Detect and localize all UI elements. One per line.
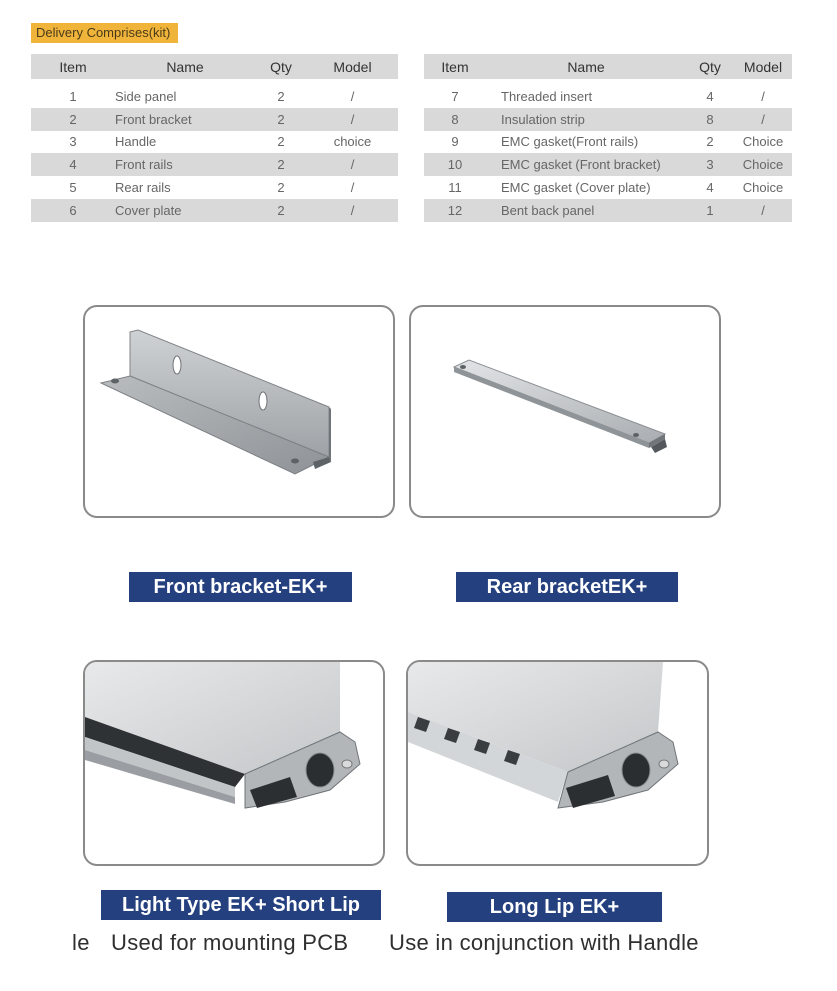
cell-qty: 2 — [255, 153, 307, 176]
cell-model: / — [350, 88, 355, 104]
cell-name: Handle — [115, 134, 157, 150]
cell-qty: 4 — [706, 180, 714, 196]
cell-item: 10 — [424, 153, 486, 176]
table-row — [424, 199, 792, 222]
rear-bracket-photo — [409, 305, 721, 518]
cell-name: Side panel — [115, 88, 177, 104]
cell-item: 5 — [69, 180, 77, 196]
cut-off-caption-fragment: le — [72, 930, 90, 955]
cell-name: EMC gasket(Front rails) — [501, 134, 639, 150]
table-row — [31, 199, 398, 222]
cell-qty: 2 — [706, 134, 714, 150]
cell-item: 9 — [451, 134, 459, 150]
column-header-model: Model — [307, 54, 398, 79]
light-type-label: Light Type EK+ Short Lip — [101, 890, 381, 920]
cell-item: 3 — [69, 134, 77, 150]
table-row — [31, 79, 398, 108]
cell-model: / — [307, 108, 398, 131]
cell-qty: 1 — [686, 199, 734, 222]
table-row — [424, 153, 792, 176]
front-bracket-photo — [83, 305, 395, 518]
column-header-qty: Qty — [255, 54, 307, 79]
long-lip-label: Long Lip EK+ — [447, 892, 662, 922]
cell-qty: 4 — [706, 88, 714, 104]
column-header-item: Item — [424, 54, 486, 79]
cell-item: 11 — [448, 180, 462, 196]
cell-name: EMC gasket (Cover plate) — [501, 180, 651, 196]
cell-model: / — [307, 153, 398, 176]
kit-section-tag: Delivery Comprises(kit) — [31, 23, 178, 43]
kit-table-left — [31, 54, 398, 222]
column-header-name: Name — [486, 54, 686, 79]
table-row — [424, 79, 792, 108]
cell-name: Rear rails — [115, 180, 171, 196]
column-header-item: Item — [31, 54, 115, 79]
kit-table-right — [424, 54, 792, 222]
cell-item: 2 — [31, 108, 115, 131]
light-type-rail-photo — [83, 660, 385, 866]
table-header-row — [31, 54, 398, 79]
front-bracket-label: Front bracket-EK+ — [129, 572, 352, 602]
cell-qty: 2 — [255, 108, 307, 131]
table-header-row — [424, 54, 792, 79]
rear-bracket-label: Rear bracketEK+ — [456, 572, 678, 602]
table-row — [31, 153, 398, 176]
cell-name: Front bracket — [115, 108, 255, 131]
handle-conjunction-caption: Use in conjunction with Handle — [389, 930, 699, 955]
front-bracket-illustration — [85, 307, 393, 516]
cell-model: / — [734, 199, 792, 222]
mounting-pcb-caption: Used for mounting PCB — [111, 930, 349, 955]
cell-qty: 8 — [686, 108, 734, 131]
cell-qty: 2 — [277, 88, 285, 104]
cell-model: Choice — [734, 153, 792, 176]
cell-item: 1 — [69, 88, 77, 104]
cell-model: Choice — [742, 180, 784, 196]
rear-bracket-illustration — [411, 307, 719, 516]
long-lip-rail-photo — [406, 660, 709, 866]
cell-item: 7 — [451, 88, 459, 104]
light-type-rail-illustration — [85, 662, 383, 864]
cell-name: Bent back panel — [486, 199, 686, 222]
table-row — [31, 131, 398, 154]
cell-model: / — [350, 180, 355, 196]
cell-model: choice — [333, 134, 372, 150]
cell-item: 4 — [31, 153, 115, 176]
cell-name: Cover plate — [115, 199, 255, 222]
table-row — [424, 176, 792, 199]
cell-model: / — [734, 108, 792, 131]
table-row — [424, 108, 792, 131]
cell-qty: 2 — [277, 134, 285, 150]
cell-item: 12 — [424, 199, 486, 222]
column-header-model: Model — [734, 54, 792, 79]
long-lip-rail-illustration — [408, 662, 707, 864]
cell-model: / — [761, 88, 765, 104]
cell-item: 8 — [424, 108, 486, 131]
cell-name: Insulation strip — [486, 108, 686, 131]
cell-item: 6 — [31, 199, 115, 222]
column-header-name: Name — [115, 54, 255, 79]
cell-model: Choice — [742, 134, 784, 150]
table-row — [31, 108, 398, 131]
cell-qty: 2 — [277, 180, 285, 196]
cell-qty: 2 — [255, 199, 307, 222]
cell-name: Front rails — [115, 153, 255, 176]
cell-name: EMC gasket (Front bracket) — [486, 153, 686, 176]
cell-model: / — [307, 199, 398, 222]
cell-qty: 3 — [686, 153, 734, 176]
cell-name: Threaded insert — [501, 88, 593, 104]
column-header-qty: Qty — [686, 54, 734, 79]
table-row — [31, 176, 398, 199]
table-row — [424, 131, 792, 154]
